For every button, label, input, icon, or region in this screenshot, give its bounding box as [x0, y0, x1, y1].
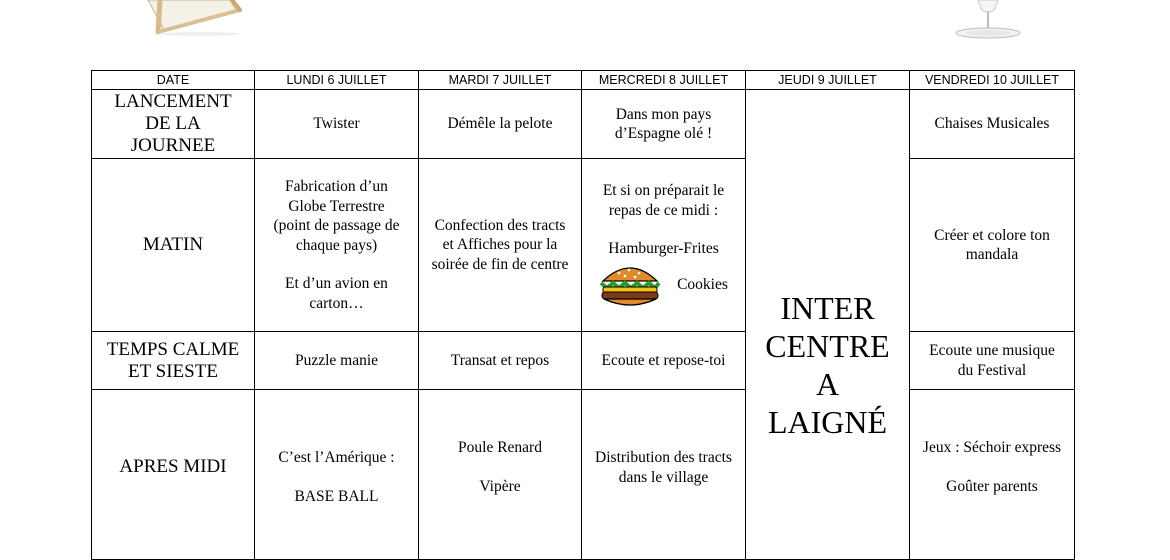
cell-line: Ecoute une musique	[929, 342, 1055, 359]
cell-friday-morning	[910, 159, 1075, 332]
cell-line: Cookies	[677, 276, 728, 293]
activity-schedule-table	[91, 70, 1075, 560]
inter-line: CENTRE	[765, 327, 890, 364]
cell-line: Distribution des tracts	[595, 449, 732, 466]
cell-friday-quiet	[910, 332, 1075, 390]
row-label-morning	[92, 159, 255, 332]
cell-line: repas de ce midi :	[608, 201, 719, 219]
cell-line: chaque pays)	[295, 236, 378, 254]
row-label-line: LANCEMENT	[114, 91, 232, 112]
cell-line: Et d’un avion en	[285, 275, 388, 292]
row-label-launch	[92, 90, 255, 159]
cell-tuesday-launch: Démêle la pelote	[419, 90, 582, 159]
cell-line: Dans mon pays	[615, 105, 712, 123]
cell-line: C’est l’Amérique :	[278, 449, 395, 466]
cell-line: Et si on préparait le	[602, 182, 725, 200]
table-row	[92, 390, 1075, 560]
cell-tuesday-quiet: Transat et repos	[419, 332, 582, 390]
cell-line: BASE BALL	[294, 487, 379, 505]
cell-monday-launch: Twister	[255, 90, 419, 159]
header-wednesday: MERCREDI 8 JUILLET	[582, 71, 746, 90]
cell-line: d’Espagne olé !	[614, 125, 713, 142]
table-row	[92, 332, 1075, 390]
cell-tuesday-afternoon	[419, 390, 582, 560]
cell-friday-afternoon	[910, 390, 1075, 560]
deck-chair-illustration	[140, 0, 250, 40]
cell-line: Créer et colore ton	[934, 226, 1050, 244]
cell-line: Vipère	[479, 477, 521, 495]
row-label-line: TEMPS CALME	[106, 338, 240, 360]
cell-tuesday-morning	[419, 159, 582, 332]
cell-line: Poule Renard	[458, 439, 542, 456]
cell-wednesday-morning	[582, 159, 746, 332]
cell-line: carton…	[309, 294, 364, 312]
cell-line: (point de passage de	[273, 217, 400, 234]
cell-thursday-inter-centre	[746, 90, 910, 560]
burger-cookies-line	[588, 261, 739, 309]
cell-wednesday-quiet: Ecoute et repose-toi	[582, 332, 746, 390]
cell-monday-afternoon	[255, 390, 419, 560]
cell-line: Confection des tracts	[434, 216, 566, 234]
cell-line: Hamburger-Frites	[608, 240, 719, 258]
cell-line: du Festival	[957, 361, 1027, 379]
header-row	[92, 71, 1075, 90]
header-date: DATE	[92, 71, 255, 90]
header-thursday: JEUDI 9 JUILLET	[746, 71, 910, 90]
cell-wednesday-afternoon	[582, 390, 746, 560]
cell-line: et Affiches pour la	[442, 236, 558, 254]
header-monday: LUNDI 6 JUILLET	[255, 71, 419, 90]
row-label-line: MATIN	[142, 234, 204, 255]
header-friday: VENDREDI 10 JUILLET	[910, 71, 1075, 90]
cell-monday-morning	[255, 159, 419, 332]
row-label-line: DE LA	[145, 113, 201, 134]
cell-line: soirée de fin de centre	[431, 255, 569, 273]
hamburger-icon	[599, 261, 661, 309]
inter-line: INTER	[780, 289, 875, 326]
inter-line: A	[815, 365, 840, 402]
cell-friday-launch: Chaises Musicales	[910, 90, 1075, 159]
table-row	[92, 159, 1075, 332]
inter-line: LAIGNÉ	[767, 403, 888, 440]
cell-line: Globe Terrestre	[288, 197, 385, 215]
cell-line: Fabrication d’un	[285, 178, 388, 195]
cell-monday-quiet: Puzzle manie	[255, 332, 419, 390]
cell-line: dans le village	[618, 468, 709, 486]
row-label-quiet-time	[92, 332, 255, 390]
row-label-line: JOURNEE	[130, 135, 216, 156]
wine-glass-illustration	[948, 0, 1028, 42]
header-tuesday: MARDI 7 JUILLET	[419, 71, 582, 90]
row-label-line: APRES MIDI	[119, 456, 227, 477]
cell-line: Goûter parents	[946, 477, 1038, 495]
cell-line: Jeux : Séchoir express	[922, 439, 1062, 456]
table-row	[92, 90, 1075, 159]
cell-line: mandala	[965, 246, 1019, 263]
cell-wednesday-launch	[582, 90, 746, 159]
row-label-afternoon	[92, 390, 255, 560]
row-label-line: ET SIESTE	[128, 360, 218, 382]
